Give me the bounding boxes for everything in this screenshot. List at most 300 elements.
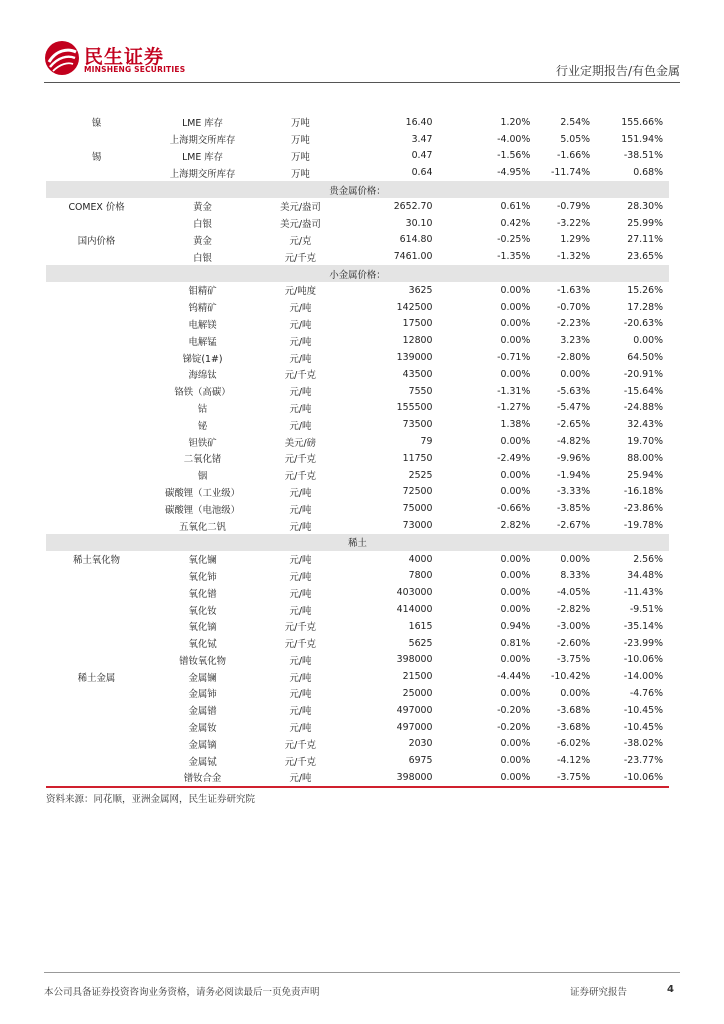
- unit-cell: 万吨: [291, 118, 310, 130]
- table-row: [46, 467, 669, 484]
- change-3-cell: -24.88%: [623, 402, 663, 414]
- unit-cell: 元/吨: [289, 672, 312, 684]
- price-cell: 0.64: [411, 167, 433, 179]
- metal-cell: [46, 484, 147, 501]
- metal-cell: 稀土氧化物: [73, 555, 120, 567]
- change-3-cell: -15.64%: [623, 385, 663, 397]
- metal-price-table: [46, 114, 669, 786]
- change-3-cell: 151.94%: [621, 133, 663, 145]
- change-3-cell: -38.02%: [623, 738, 663, 750]
- section-header-row: [46, 534, 669, 551]
- unit-cell: 元/千克: [284, 370, 317, 382]
- price-cell: 7461.00: [393, 251, 433, 263]
- metal-cell: [46, 416, 147, 433]
- item-cell: 钨精矿: [188, 303, 217, 315]
- change-3-cell: -23.99%: [623, 637, 663, 649]
- header-divider: [44, 82, 680, 83]
- table-row: [46, 719, 669, 736]
- change-1-cell: 0.00%: [500, 368, 531, 380]
- change-2-cell: -9.96%: [556, 452, 591, 464]
- change-2-cell: 0.00%: [560, 687, 591, 699]
- change-2-cell: -1.32%: [556, 251, 591, 263]
- price-cell: 142500: [396, 301, 433, 313]
- change-2-cell: -10.42%: [550, 671, 591, 683]
- change-1-cell: 0.00%: [500, 284, 531, 296]
- table-row: [46, 332, 669, 349]
- unit-cell: 元/吨: [289, 655, 312, 667]
- table-row: [46, 131, 669, 148]
- price-cell: 6975: [408, 755, 433, 767]
- price-cell: 155500: [396, 402, 433, 414]
- change-3-cell: 2.56%: [633, 553, 663, 565]
- table-row: [46, 635, 669, 652]
- price-cell: 0.47: [411, 150, 433, 162]
- unit-cell: 元/千克: [284, 756, 317, 768]
- price-cell: 2525: [408, 469, 433, 481]
- metal-cell: [46, 332, 147, 349]
- table-row: [46, 400, 669, 417]
- table-row: [46, 584, 669, 601]
- table-row: [46, 601, 669, 618]
- item-cell: 碳酸锂（电池级）: [165, 504, 241, 516]
- footer-disclaimer: 本公司具备证券投资咨询业务资格，请务必阅读最后一页免责声明: [44, 987, 320, 998]
- metal-cell: [46, 131, 147, 148]
- change-2-cell: -1.66%: [556, 150, 591, 162]
- change-1-cell: 0.61%: [500, 200, 531, 212]
- item-cell: 二氧化锗: [183, 454, 222, 466]
- price-cell: 5625: [408, 637, 433, 649]
- change-2-cell: -4.82%: [556, 436, 591, 448]
- item-cell: 上海期交所库存: [169, 168, 236, 180]
- price-cell: 43500: [402, 368, 433, 380]
- unit-cell: 元/吨: [289, 588, 312, 600]
- table-bottom-rule: [46, 786, 669, 788]
- metal-cell: [46, 467, 147, 484]
- change-2-cell: -0.79%: [556, 200, 591, 212]
- price-cell: 21500: [402, 671, 433, 683]
- change-3-cell: 0.68%: [633, 167, 663, 179]
- price-cell: 497000: [396, 721, 433, 733]
- unit-cell: 元/千克: [284, 622, 317, 634]
- item-cell: 海绵钛: [188, 370, 217, 382]
- table-row: [46, 551, 669, 568]
- unit-cell: 元/吨: [289, 303, 312, 315]
- change-1-cell: 0.00%: [500, 469, 531, 481]
- change-3-cell: -23.86%: [623, 503, 663, 515]
- item-cell: 黄金: [193, 202, 212, 214]
- change-1-cell: 0.00%: [500, 771, 531, 783]
- change-1-cell: -4.00%: [497, 133, 531, 145]
- metal-cell: COMEX 价格: [68, 202, 125, 214]
- metal-cell: 国内价格: [77, 235, 116, 247]
- price-cell: 17500: [402, 318, 433, 330]
- table-row: [46, 450, 669, 467]
- table-row: [46, 769, 669, 786]
- metal-cell: [46, 635, 147, 652]
- change-1-cell: 0.00%: [500, 738, 531, 750]
- change-1-cell: 0.00%: [500, 335, 531, 347]
- table-row: [46, 232, 669, 249]
- change-1-cell: -0.71%: [497, 352, 531, 364]
- unit-cell: 元/吨: [289, 319, 312, 331]
- item-cell: 氧化镨: [188, 588, 217, 600]
- change-2-cell: 1.29%: [560, 234, 591, 246]
- price-cell: 4000: [408, 553, 433, 565]
- unit-cell: 元/吨: [289, 420, 312, 432]
- item-cell: 镨钕氧化物: [179, 655, 226, 667]
- table-row: [46, 702, 669, 719]
- price-cell: 30.10: [405, 217, 433, 229]
- change-3-cell: 88.00%: [627, 452, 663, 464]
- change-3-cell: 32.43%: [627, 419, 663, 431]
- price-cell: 11750: [402, 452, 433, 464]
- change-1-cell: 0.00%: [500, 687, 531, 699]
- metal-cell: 镍: [91, 118, 102, 130]
- price-cell: 398000: [396, 771, 433, 783]
- change-3-cell: 34.48%: [627, 570, 663, 582]
- change-2-cell: -4.12%: [556, 755, 591, 767]
- item-cell: 金属铈: [188, 689, 217, 701]
- item-cell: 氧化镧: [188, 555, 217, 567]
- change-1-cell: 0.00%: [500, 318, 531, 330]
- price-cell: 497000: [396, 704, 433, 716]
- footer-divider: [44, 972, 680, 973]
- price-cell: 3625: [408, 284, 433, 296]
- unit-cell: 元/吨: [289, 555, 312, 567]
- unit-cell: 元/吨: [289, 504, 312, 516]
- change-1-cell: 0.00%: [500, 570, 531, 582]
- table-row: [46, 668, 669, 685]
- unit-cell: 元/吨度: [284, 286, 317, 298]
- change-2-cell: -5.47%: [556, 402, 591, 414]
- item-cell: 碳酸锂（工业级）: [165, 487, 241, 499]
- change-3-cell: -35.14%: [623, 620, 663, 632]
- price-cell: 79: [420, 436, 433, 448]
- table-row: [46, 316, 669, 333]
- change-2-cell: -3.75%: [556, 771, 591, 783]
- metal-cell: [46, 517, 147, 534]
- section-label: 贵金属价格：: [46, 181, 669, 198]
- change-2-cell: -3.68%: [556, 721, 591, 733]
- change-2-cell: -3.22%: [556, 217, 591, 229]
- change-3-cell: 64.50%: [627, 352, 663, 364]
- change-2-cell: -2.80%: [556, 352, 591, 364]
- item-cell: 黄金: [193, 235, 212, 247]
- price-cell: 403000: [396, 587, 433, 599]
- item-cell: 氧化钕: [188, 605, 217, 617]
- table-row: [46, 198, 669, 215]
- item-cell: 钽铁矿: [188, 437, 217, 449]
- unit-cell: 元/吨: [289, 336, 312, 348]
- change-3-cell: 155.66%: [621, 116, 663, 128]
- change-1-cell: 0.00%: [500, 436, 531, 448]
- metal-cell: [46, 248, 147, 265]
- unit-cell: 元/吨: [289, 571, 312, 583]
- unit-cell: 元/千克: [284, 471, 317, 483]
- item-cell: 电解镁: [188, 319, 217, 331]
- change-3-cell: -10.06%: [623, 771, 663, 783]
- change-2-cell: 0.00%: [560, 368, 591, 380]
- change-1-cell: -1.35%: [497, 251, 531, 263]
- change-3-cell: 17.28%: [627, 301, 663, 313]
- data-source-note: 资料来源：同花顺，亚洲金属网，民生证券研究院: [46, 794, 256, 805]
- table-row: [46, 349, 669, 366]
- unit-cell: 元/克: [289, 235, 312, 247]
- metal-cell: 锡: [91, 151, 102, 163]
- change-2-cell: -1.94%: [556, 469, 591, 481]
- item-cell: 钴: [197, 403, 208, 415]
- price-cell: 16.40: [405, 116, 433, 128]
- unit-cell: 元/吨: [289, 706, 312, 718]
- section-label: 小金属价格：: [46, 265, 669, 282]
- metal-cell: [46, 568, 147, 585]
- item-cell: 铬铁（高碳）: [174, 387, 231, 399]
- metal-cell: [46, 164, 147, 181]
- page-number: 4: [667, 984, 674, 995]
- section-label: 稀土: [46, 534, 669, 551]
- metal-cell: [46, 450, 147, 467]
- unit-cell: 万吨: [291, 168, 310, 180]
- unit-cell: 元/千克: [284, 639, 317, 651]
- change-1-cell: 0.00%: [500, 755, 531, 767]
- change-1-cell: 0.00%: [500, 553, 531, 565]
- change-3-cell: -16.18%: [623, 486, 663, 498]
- table-row: [46, 248, 669, 265]
- change-3-cell: 25.94%: [627, 469, 663, 481]
- item-cell: 钼精矿: [188, 286, 217, 298]
- unit-cell: 元/千克: [284, 454, 317, 466]
- metal-cell: [46, 719, 147, 736]
- change-2-cell: -3.85%: [556, 503, 591, 515]
- price-cell: 1615: [408, 620, 433, 632]
- price-cell: 72500: [402, 486, 433, 498]
- change-2-cell: -1.63%: [556, 284, 591, 296]
- change-3-cell: -23.77%: [623, 755, 663, 767]
- item-cell: 铟: [197, 471, 208, 483]
- price-cell: 414000: [396, 604, 433, 615]
- unit-cell: 元/吨: [289, 403, 312, 415]
- change-2-cell: -3.75%: [556, 654, 591, 666]
- unit-cell: 元/吨: [289, 521, 312, 533]
- table-row: [46, 618, 669, 635]
- change-2-cell: 5.05%: [560, 133, 591, 145]
- change-1-cell: -4.44%: [497, 671, 531, 683]
- change-2-cell: -2.67%: [556, 520, 591, 532]
- change-3-cell: -10.45%: [623, 721, 663, 733]
- item-cell: 金属钕: [188, 723, 217, 735]
- change-1-cell: 0.42%: [500, 217, 531, 229]
- metal-cell: [46, 769, 147, 786]
- change-1-cell: -0.66%: [497, 503, 531, 515]
- table-row: [46, 164, 669, 181]
- change-2-cell: -5.63%: [556, 385, 591, 397]
- metal-cell: [46, 282, 147, 299]
- change-1-cell: -1.27%: [497, 402, 531, 414]
- change-2-cell: -2.60%: [556, 637, 591, 649]
- change-3-cell: 23.65%: [627, 251, 663, 263]
- minsheng-logo-icon: [44, 40, 80, 76]
- unit-cell: 万吨: [291, 151, 310, 163]
- change-1-cell: 0.00%: [500, 604, 531, 615]
- item-cell: 铋: [197, 420, 208, 432]
- table-row: [46, 500, 669, 517]
- table-row: [46, 383, 669, 400]
- table-row: [46, 652, 669, 669]
- price-cell: 25000: [402, 687, 433, 699]
- price-cell: 73500: [402, 419, 433, 431]
- change-2-cell: 0.00%: [560, 553, 591, 565]
- change-1-cell: 0.00%: [500, 486, 531, 498]
- item-cell: 氧化铈: [188, 571, 217, 583]
- change-1-cell: -1.56%: [497, 150, 531, 162]
- change-1-cell: -0.20%: [497, 721, 531, 733]
- change-2-cell: -2.23%: [556, 318, 591, 330]
- change-2-cell: 3.23%: [560, 335, 591, 347]
- change-3-cell: -19.78%: [623, 520, 663, 532]
- unit-cell: 元/吨: [289, 773, 312, 785]
- metal-cell: [46, 652, 147, 669]
- change-3-cell: 28.30%: [627, 200, 663, 212]
- change-3-cell: -10.06%: [623, 654, 663, 666]
- metal-cell: [46, 618, 147, 635]
- table-row: [46, 735, 669, 752]
- table-row: [46, 114, 669, 131]
- logo-chinese-name: 民生证券: [84, 46, 165, 68]
- change-1-cell: 0.00%: [500, 587, 531, 599]
- item-cell: 五氧化二钒: [179, 521, 226, 533]
- change-2-cell: -4.05%: [556, 587, 591, 599]
- unit-cell: 元/吨: [289, 487, 312, 499]
- section-header-row: [46, 181, 669, 198]
- change-1-cell: 1.38%: [500, 419, 531, 431]
- table-row: [46, 299, 669, 316]
- change-3-cell: -38.51%: [623, 150, 663, 162]
- change-1-cell: 0.00%: [500, 301, 531, 313]
- item-cell: 金属镧: [188, 672, 217, 684]
- price-cell: 12800: [402, 335, 433, 347]
- table-row: [46, 433, 669, 450]
- change-1-cell: -0.20%: [497, 704, 531, 716]
- change-3-cell: -11.43%: [623, 587, 663, 599]
- report-category: 行业定期报告/有色金属: [555, 64, 680, 78]
- metal-cell: [46, 702, 147, 719]
- change-2-cell: -11.74%: [550, 167, 591, 179]
- change-3-cell: -20.91%: [623, 368, 663, 380]
- table-row: [46, 282, 669, 299]
- table-row: [46, 752, 669, 769]
- unit-cell: 元/吨: [289, 723, 312, 735]
- change-2-cell: 8.33%: [560, 570, 591, 582]
- item-cell: 金属镨: [188, 706, 217, 718]
- metal-cell: [46, 383, 147, 400]
- change-2-cell: -3.68%: [556, 704, 591, 716]
- unit-cell: 元/吨: [289, 605, 312, 617]
- metal-price-table-body: [46, 114, 669, 786]
- change-1-cell: 2.82%: [500, 520, 531, 532]
- change-3-cell: 19.70%: [627, 436, 663, 448]
- metal-cell: [46, 400, 147, 417]
- table-row: [46, 416, 669, 433]
- price-cell: 3.47: [411, 133, 433, 145]
- price-cell: 75000: [402, 503, 433, 515]
- metal-cell: [46, 433, 147, 450]
- item-cell: 锑锭(1#): [182, 353, 223, 365]
- metal-cell: [46, 601, 147, 618]
- table-row: [46, 484, 669, 501]
- item-cell: 金属铽: [188, 756, 217, 768]
- change-2-cell: -2.82%: [556, 604, 591, 615]
- metal-cell: [46, 584, 147, 601]
- price-cell: 398000: [396, 654, 433, 666]
- price-cell: 7550: [408, 385, 433, 397]
- unit-cell: 美元/磅: [284, 437, 317, 449]
- unit-cell: 元/千克: [284, 252, 317, 264]
- change-1-cell: -2.49%: [497, 452, 531, 464]
- change-2-cell: -6.02%: [556, 738, 591, 750]
- change-1-cell: -1.31%: [497, 385, 531, 397]
- price-cell: 614.80: [399, 234, 433, 246]
- price-cell: 2030: [408, 738, 433, 750]
- metal-cell: [46, 349, 147, 366]
- item-cell: 金属镝: [188, 739, 217, 751]
- unit-cell: 美元/盎司: [280, 202, 321, 214]
- item-cell: 氧化镝: [188, 622, 217, 634]
- metal-cell: [46, 685, 147, 702]
- change-3-cell: -4.76%: [629, 687, 663, 699]
- change-3-cell: 27.11%: [627, 234, 663, 246]
- table-row: [46, 215, 669, 232]
- table-row: [46, 685, 669, 702]
- change-3-cell: -9.51%: [629, 604, 663, 615]
- minsheng-logo: [44, 40, 184, 78]
- unit-cell: 元/吨: [289, 387, 312, 399]
- change-1-cell: 0.94%: [500, 620, 531, 632]
- unit-cell: 元/千克: [284, 739, 317, 751]
- change-3-cell: -14.00%: [623, 671, 663, 683]
- price-cell: 73000: [402, 520, 433, 532]
- item-cell: 白银: [193, 252, 212, 264]
- table-row: [46, 366, 669, 383]
- table-row: [46, 568, 669, 585]
- change-3-cell: -20.63%: [623, 318, 663, 330]
- change-3-cell: 0.00%: [633, 335, 663, 347]
- change-2-cell: -2.65%: [556, 419, 591, 431]
- unit-cell: 美元/盎司: [280, 219, 321, 231]
- change-2-cell: -3.00%: [556, 620, 591, 632]
- metal-cell: [46, 500, 147, 517]
- unit-cell: 元/吨: [289, 353, 312, 365]
- metal-cell: [46, 752, 147, 769]
- change-1-cell: -4.95%: [497, 167, 531, 179]
- table-row: [46, 148, 669, 165]
- metal-cell: [46, 215, 147, 232]
- section-header-row: [46, 265, 669, 282]
- metal-cell: 稀土金属: [77, 672, 116, 684]
- change-1-cell: 1.20%: [500, 116, 531, 128]
- table-row: [46, 517, 669, 534]
- item-cell: LME 库存: [182, 151, 224, 163]
- price-cell: 2652.70: [393, 200, 433, 212]
- change-3-cell: -10.45%: [623, 704, 663, 716]
- metal-cell: [46, 299, 147, 316]
- metal-cell: [46, 366, 147, 383]
- change-2-cell: -3.33%: [556, 486, 591, 498]
- change-3-cell: 25.99%: [627, 217, 663, 229]
- unit-cell: 万吨: [291, 135, 310, 147]
- price-cell: 7800: [408, 570, 433, 582]
- metal-cell: [46, 735, 147, 752]
- footer-report-type: 证券研究报告: [570, 987, 628, 998]
